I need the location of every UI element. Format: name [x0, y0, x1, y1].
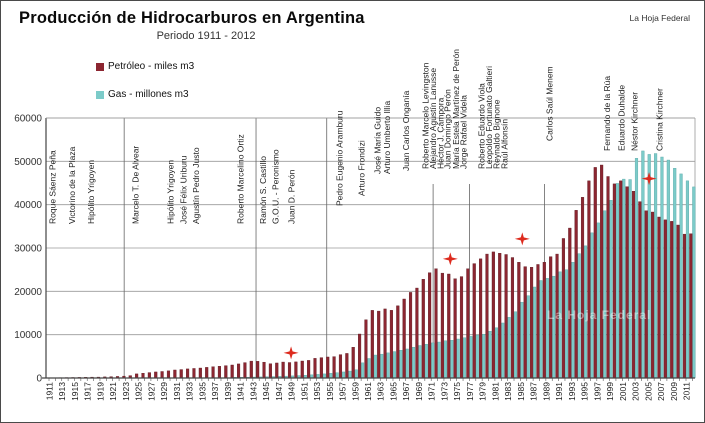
- x-tick-label: 1989: [541, 382, 552, 401]
- bar-gas-1986: [527, 296, 530, 378]
- bar-petroleo-1971: [428, 273, 431, 378]
- bar-petroleo-1970: [422, 279, 425, 378]
- bar-gas-1965: [393, 352, 396, 378]
- bar-petroleo-1986: [524, 267, 527, 378]
- bar-gas-1964: [387, 353, 390, 378]
- bar-petroleo-1987: [530, 267, 533, 378]
- x-tick-label: 1929: [159, 382, 170, 401]
- president-label: Roberto Marcelino Ortiz: [235, 134, 246, 224]
- bar-gas-1963: [380, 354, 383, 378]
- president-label: Roberto Eduardo Viola: [476, 83, 487, 169]
- bar-petroleo-1979: [479, 259, 482, 378]
- legend-label-gas: Gas - millones m3: [108, 89, 189, 100]
- event-star: [284, 346, 299, 359]
- bar-gas-1958: [348, 371, 351, 378]
- x-tick-label: 1923: [120, 382, 131, 401]
- legend-label-petroleo: Petróleo - miles m3: [108, 61, 195, 72]
- bar-gas-1966: [399, 350, 402, 378]
- chart-subtitle: Periodo 1911 - 2012: [156, 30, 256, 42]
- president-label: José Félix Uriburu: [178, 155, 189, 224]
- bar-petroleo-1954: [320, 358, 323, 378]
- bar-petroleo-1965: [390, 310, 393, 378]
- bar-gas-1956: [336, 373, 339, 378]
- bar-gas-1990: [552, 276, 555, 378]
- bar-petroleo-1958: [345, 353, 348, 378]
- bar-gas-1977: [470, 336, 473, 378]
- president-label: Juan D. Perón: [286, 169, 297, 224]
- bar-petroleo-1997: [594, 167, 597, 378]
- bar-petroleo-1943: [250, 361, 253, 378]
- bar-gas-2001: [622, 179, 625, 378]
- x-tick-label: 1917: [82, 382, 93, 401]
- x-tick-label: 2005: [643, 382, 654, 401]
- x-tick-label: 1915: [69, 382, 80, 401]
- bar-petroleo-1947: [275, 363, 278, 378]
- bar-gas-1997: [597, 223, 600, 378]
- bar-petroleo-1980: [486, 254, 489, 378]
- y-tick-label: 0: [36, 373, 42, 385]
- x-tick-label: 1925: [133, 382, 144, 401]
- president-label: Victorino de la Plaza: [66, 146, 77, 224]
- president-label: Fernando de la Rúa: [601, 75, 612, 151]
- x-tick-label: 1997: [592, 382, 603, 401]
- bar-petroleo-1942: [244, 363, 247, 378]
- bar-gas-1983: [508, 317, 511, 378]
- bar-petroleo-2003: [632, 191, 635, 378]
- bar-petroleo-1973: [441, 273, 444, 378]
- x-tick-label: 1927: [146, 382, 157, 401]
- president-label: Roberto Marcelo Levingston: [420, 62, 431, 169]
- president-label: Néstor Kirchner: [629, 91, 640, 151]
- x-tick-label: 1959: [350, 382, 361, 401]
- x-tick-label: 1919: [95, 382, 106, 401]
- bar-gas-1980: [489, 331, 492, 378]
- x-tick-label: 1981: [490, 382, 501, 401]
- bar-petroleo-1969: [416, 288, 419, 378]
- bar-petroleo-1963: [377, 311, 380, 378]
- bar-petroleo-2002: [626, 187, 629, 378]
- x-tick-label: 1965: [388, 382, 399, 401]
- bar-petroleo-1995: [581, 197, 584, 378]
- x-tick-label: 1985: [515, 382, 526, 401]
- president-label: Héctor J. Cámpora: [435, 97, 446, 169]
- bar-petroleo-1928: [154, 372, 157, 378]
- x-tick-label: 1951: [299, 382, 310, 401]
- bar-gas-1998: [603, 211, 606, 378]
- x-tick-label: 1995: [579, 382, 590, 401]
- president-label: Marcelo T. De Alvear: [130, 145, 141, 224]
- x-tick-label: 1913: [57, 382, 68, 401]
- event-star: [443, 252, 458, 265]
- bar-petroleo-1962: [371, 310, 374, 378]
- bar-petroleo-1984: [511, 258, 514, 378]
- bar-petroleo-1961: [365, 320, 368, 378]
- bar-petroleo-1938: [218, 366, 221, 378]
- bar-petroleo-1940: [231, 365, 234, 378]
- x-tick-label: 1987: [528, 382, 539, 401]
- bar-petroleo-2004: [639, 202, 642, 378]
- bar-petroleo-2009: [670, 221, 673, 378]
- x-tick-label: 1939: [222, 382, 233, 401]
- bar-gas-1975: [457, 339, 460, 378]
- bar-gas-1987: [533, 287, 536, 378]
- bar-petroleo-1982: [498, 253, 501, 378]
- bar-petroleo-1951: [301, 361, 304, 378]
- x-tick-label: 1931: [171, 382, 182, 401]
- bar-petroleo-1956: [333, 357, 336, 378]
- bar-petroleo-1957: [339, 355, 342, 378]
- bar-gas-1999: [610, 200, 613, 378]
- bar-gas-1967: [406, 349, 409, 378]
- bar-petroleo-1930: [167, 371, 170, 378]
- president-label: Juan Carlos Onganía: [401, 90, 412, 171]
- bar-petroleo-2005: [645, 211, 648, 378]
- x-tick-label: 1921: [108, 382, 119, 401]
- bar-gas-1961: [368, 359, 371, 379]
- x-tick-label: 1935: [197, 382, 208, 401]
- x-tick-label: 1963: [375, 382, 386, 401]
- x-tick-label: 1937: [210, 382, 221, 401]
- x-tick-label: 1983: [503, 382, 514, 401]
- president-label: G.O.U. - Peronismo: [270, 149, 281, 224]
- bar-gas-1996: [591, 233, 594, 378]
- bar-gas-1989: [546, 278, 549, 378]
- bar-petroleo-1946: [269, 364, 272, 378]
- president-label: Eduardo Duhalde: [616, 84, 627, 151]
- y-tick-label: 40000: [14, 200, 42, 212]
- x-tick-label: 1975: [452, 382, 463, 401]
- x-tick-label: 1945: [261, 382, 272, 401]
- bar-petroleo-2010: [677, 225, 680, 378]
- y-tick-label: 50000: [14, 156, 42, 168]
- bar-petroleo-1996: [588, 181, 591, 378]
- bar-gas-2000: [616, 183, 619, 378]
- bar-petroleo-1941: [237, 364, 240, 378]
- bar-gas-2010: [680, 174, 683, 378]
- y-tick-label: 30000: [14, 243, 42, 255]
- bar-gas-1973: [444, 341, 447, 378]
- president-label: Agustín Pedro Justo: [191, 147, 202, 224]
- bar-gas-1979: [482, 334, 485, 378]
- x-tick-label: 1969: [413, 382, 424, 401]
- x-tick-label: 1967: [401, 382, 412, 401]
- x-tick-label: 1973: [439, 382, 450, 401]
- y-tick-label: 20000: [14, 286, 42, 298]
- bar-petroleo-1926: [142, 373, 145, 378]
- bar-petroleo-1959: [352, 347, 355, 378]
- bar-gas-2007: [661, 157, 664, 378]
- bar-gas-2002: [629, 180, 632, 378]
- bar-gas-2009: [673, 168, 676, 378]
- page-title: Producción de Hidrocarburos en Argentina: [19, 9, 365, 27]
- bar-petroleo-1931: [174, 370, 177, 378]
- bar-petroleo-1927: [148, 373, 151, 378]
- x-tick-label: 1911: [44, 382, 55, 401]
- bar-gas-1972: [438, 342, 441, 378]
- bar-petroleo-1976: [460, 277, 463, 378]
- president-label: Arturo Umberto Illia: [382, 100, 393, 174]
- bar-petroleo-2012: [689, 234, 692, 378]
- bar-petroleo-1998: [600, 165, 603, 378]
- watermark: La Hoja Federal: [547, 308, 652, 322]
- bar-gas-2003: [635, 158, 638, 378]
- bar-petroleo-1974: [447, 274, 450, 378]
- president-label: Arturo Frondizi: [356, 140, 367, 196]
- bar-petroleo-1993: [568, 228, 571, 378]
- bar-petroleo-1975: [454, 279, 457, 378]
- y-tick-label: 60000: [14, 113, 42, 125]
- bar-petroleo-1989: [543, 262, 546, 378]
- bar-petroleo-1977: [467, 269, 470, 378]
- bar-petroleo-1934: [193, 368, 196, 378]
- bar-petroleo-1948: [282, 362, 285, 378]
- bar-gas-2008: [667, 160, 670, 378]
- bar-petroleo-1945: [263, 362, 266, 378]
- bar-petroleo-1981: [492, 252, 495, 378]
- bar-gas-1982: [501, 323, 504, 378]
- x-tick-label: 1999: [605, 382, 616, 401]
- bar-petroleo-2000: [613, 184, 616, 378]
- president-label: Hipólito Yrigoyen: [165, 159, 176, 224]
- x-tick-label: 2001: [617, 382, 628, 401]
- bar-petroleo-1968: [409, 292, 412, 378]
- x-tick-label: 1979: [477, 382, 488, 401]
- bar-gas-1992: [565, 270, 568, 378]
- bar-gas-1968: [412, 347, 415, 378]
- bar-petroleo-1960: [358, 334, 361, 378]
- bar-petroleo-1999: [607, 177, 610, 379]
- bar-gas-1984: [514, 312, 517, 378]
- bar-gas-1954: [323, 374, 326, 378]
- president-label: Leopoldo Fortunato Galtieri: [484, 65, 495, 169]
- x-tick-label: 1953: [312, 382, 323, 401]
- bar-petroleo-1978: [473, 264, 476, 378]
- bar-petroleo-1953: [314, 358, 317, 378]
- bar-petroleo-1937: [212, 367, 215, 378]
- bar-gas-1960: [361, 363, 364, 378]
- x-tick-label: 2007: [656, 382, 667, 401]
- bar-gas-1985: [520, 302, 523, 378]
- production-chart: [1, 1, 705, 423]
- bar-gas-1957: [342, 372, 345, 378]
- bar-gas-1970: [425, 344, 428, 378]
- bar-gas-2006: [654, 154, 657, 378]
- bar-petroleo-1964: [384, 309, 387, 378]
- y-tick-label: 10000: [14, 330, 42, 342]
- bar-gas-1978: [476, 335, 479, 378]
- bar-gas-1955: [329, 373, 332, 378]
- bar-petroleo-1985: [517, 262, 520, 378]
- bar-petroleo-1983: [505, 255, 508, 379]
- president-label: María Estela Martínez de Perón: [450, 48, 461, 169]
- bar-petroleo-2011: [683, 234, 686, 378]
- president-label: Cristina Kirchner: [654, 88, 665, 151]
- x-tick-label: 2003: [630, 382, 641, 401]
- x-tick-label: 1933: [184, 382, 195, 401]
- bar-gas-1988: [540, 281, 543, 379]
- bar-petroleo-1967: [403, 299, 406, 378]
- x-tick-label: 1957: [337, 382, 348, 401]
- bar-gas-2012: [692, 187, 695, 378]
- bar-gas-1959: [355, 370, 358, 378]
- x-tick-label: 1949: [286, 382, 297, 401]
- bar-petroleo-1925: [135, 374, 138, 378]
- bar-gas-1969: [419, 346, 422, 379]
- x-tick-label: 1943: [248, 382, 259, 401]
- bar-petroleo-1994: [575, 210, 578, 378]
- x-tick-label: 1971: [426, 382, 437, 401]
- bar-petroleo-2001: [619, 181, 622, 378]
- bar-petroleo-1933: [186, 369, 189, 378]
- bar-petroleo-1936: [205, 367, 208, 378]
- bar-gas-1974: [450, 340, 453, 378]
- bar-gas-2005: [648, 154, 651, 378]
- president-label: Alejandro Agustín Lanusse: [427, 67, 438, 169]
- bar-petroleo-1932: [180, 370, 183, 378]
- bar-petroleo-1988: [537, 264, 540, 378]
- bar-petroleo-1944: [256, 361, 259, 378]
- bar-gas-2004: [642, 151, 645, 378]
- bar-petroleo-1972: [435, 269, 438, 378]
- x-tick-label: 2009: [668, 382, 679, 401]
- bar-gas-1962: [374, 355, 377, 378]
- bar-petroleo-1935: [199, 368, 202, 378]
- event-star: [515, 232, 530, 245]
- bar-gas-1981: [495, 328, 498, 378]
- brand-label: La Hoja Federal: [629, 13, 690, 23]
- bar-gas-1976: [463, 338, 466, 378]
- x-tick-label: 1993: [566, 382, 577, 401]
- x-tick-label: 1961: [363, 382, 373, 401]
- president-label: Roque Sáenz Peña: [47, 150, 58, 224]
- x-tick-label: 2011: [681, 382, 692, 401]
- x-tick-label: 1991: [554, 382, 565, 401]
- bar-petroleo-1966: [396, 306, 399, 378]
- president-label: José María Guido: [372, 106, 383, 174]
- president-label: Pedro Eugenio Aramburu: [334, 110, 345, 206]
- bar-petroleo-1949: [288, 363, 291, 378]
- president-label: Hipólito Yrigoyen: [85, 159, 96, 224]
- bar-petroleo-2008: [664, 220, 667, 378]
- bar-gas-1991: [559, 272, 562, 378]
- president-label: Carlos Saúl Menem: [544, 66, 555, 141]
- bar-gas-1971: [431, 343, 434, 378]
- bar-petroleo-2007: [658, 217, 661, 378]
- bar-petroleo-1955: [326, 357, 329, 378]
- president-label: Ramón S. Castillo: [257, 155, 268, 224]
- president-label: Juan Domingo Perón: [442, 89, 453, 169]
- president-label: Jorge Rafael Videla: [458, 94, 469, 169]
- bar-petroleo-1952: [307, 360, 310, 378]
- bar-petroleo-1950: [295, 362, 298, 378]
- bar-petroleo-2006: [651, 212, 654, 378]
- bar-petroleo-1939: [224, 366, 227, 378]
- x-tick-label: 1977: [464, 382, 475, 401]
- president-label: Raúl Alfonsín: [499, 118, 510, 169]
- president-label: Reynaldo Bignone: [491, 99, 502, 169]
- x-tick-label: 1941: [235, 382, 246, 401]
- bar-petroleo-1929: [161, 372, 164, 379]
- bar-gas-2011: [686, 181, 689, 378]
- x-tick-label: 1955: [324, 382, 335, 401]
- x-tick-label: 1947: [273, 382, 284, 401]
